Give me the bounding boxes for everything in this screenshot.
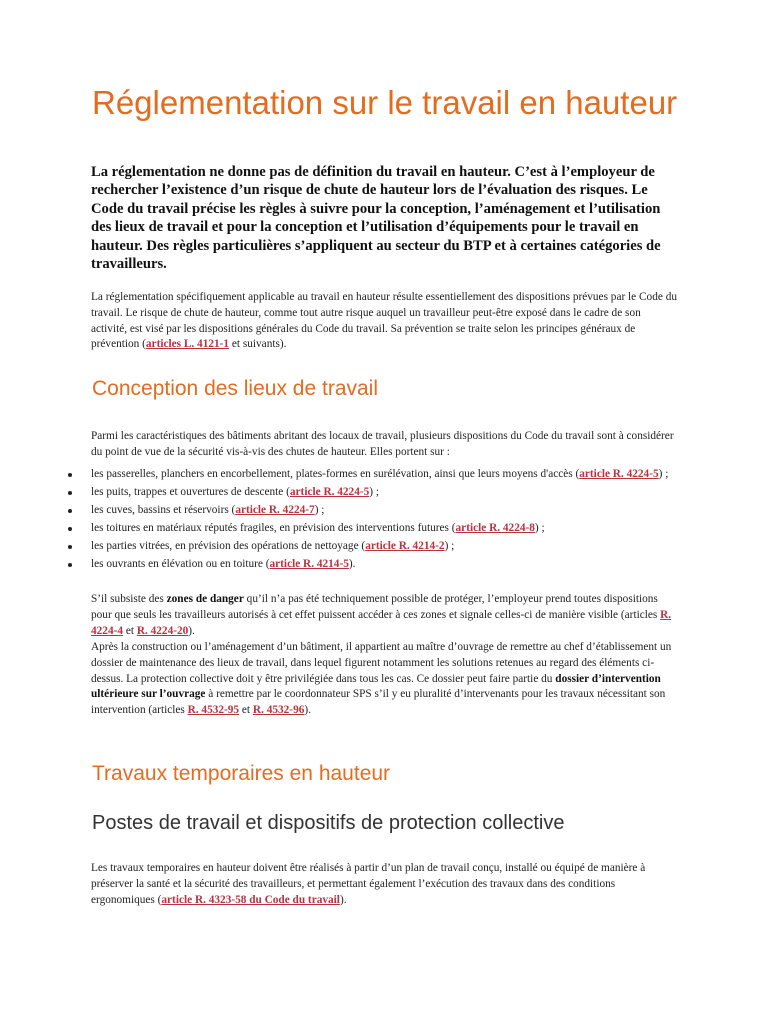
- list-item: les ouvrants en élévation ou en toiture (article R. 4214-5).: [68, 557, 680, 573]
- regulation-text: La réglementation spécifiquement applicable au travail en hauteur résulte essentiellement des dispositions prévues par le Code du travail. Le risque de chute de hauteur, comme tout autre risque auquel un travailleur peut-être exposé dans le cadre de son activité, est visé par les dispositions générales du Code du travail. Sa prévention se traite selon les principes généraux de prévention (: [91, 291, 677, 351]
- intro-paragraph: La réglementation ne donne pas de définition du travail en hauteur. C’est à l’employeur de rechercher l’existence d’un risque de chute de hauteur lors de l’évaluation des risques. Le Code du travail précise les règles à suivre pour la conception, l’aménagement et l’utilisation des lieux de travail et pour la conception et l’utilisation d’équipements pour le travail en hauteur. Des règles particulières s’appliquent au secteur du BTP et à certaines catégories de travailleurs.: [91, 164, 661, 273]
- travaux-temporaires-paragraph: Les travaux temporaires en hauteur doivent être réalisés à partir d’un plan de travail conçu, installé ou équipé de manière à préserver la santé et la sécurité des travailleurs, et permettant également l’exécution des travaux dans des conditions ergonomiques (article R. 4323-58 du Code du travail).: [91, 862, 646, 906]
- article-link[interactable]: article R. 4224-5: [579, 468, 659, 480]
- list-item: les cuves, bassins et réservoirs (article R. 4224-7) ;: [68, 503, 680, 519]
- bullet-icon: [68, 527, 72, 531]
- article-link-r4224-20[interactable]: R. 4224-20: [136, 624, 189, 637]
- section-heading-travaux-temporaires: Travaux temporaires en hauteur: [92, 762, 391, 785]
- article-link[interactable]: article R. 4214-2: [365, 540, 445, 553]
- subheading-postes-de-travail: Postes de travail et dispositifs de protection collective: [92, 812, 565, 834]
- dossier-emphasis: dossier d’intervention ultérieure sur l’ouvrage: [91, 672, 661, 701]
- list-item: les parties vitrées, en prévision des opérations de nettoyage (article R. 4214-2) ;: [68, 539, 680, 555]
- regulation-paragraph: [91, 290, 679, 353]
- list-item: les passerelles, planchers en encorbellement, plates-formes en surélévation, ainsi que leurs moyens d'accès (article R. 4224-5) ;: [68, 467, 680, 483]
- list-item: les puits, trappes et ouvertures de descente (article R. 4224-5) ;: [68, 485, 680, 501]
- section-heading-conception: Conception des lieux de travail: [92, 377, 379, 400]
- bullet-icon: [68, 491, 72, 495]
- article-link-r4323-58[interactable]: article R. 4323-58 du Code du travail: [161, 893, 340, 906]
- conception-bullet-list: [68, 467, 680, 576]
- bullet-icon: [68, 473, 72, 477]
- article-link[interactable]: article R. 4224-8: [455, 522, 535, 535]
- bullet-icon: [68, 545, 72, 549]
- page-title: Réglementation sur le travail en hauteur: [92, 84, 678, 121]
- maintenance-paragraph: Après la construction ou l’aménagement d’un bâtiment, il appartient au maître d’ouvrage de remettre au chef d’établissement un dossier de maintenance des lieux de travail, dans lequel figurent notamment les solutions retenues au regard des éléments ci-dessus. La protection collective doit y être privilégiée dans tous les cas. Ce dossier peut faire partie du dossier d’intervention ultérieure sur l’ouvrage à remettre par le coordonnateur SPS s’il y eu pluralité d’intervenants pour les travaux nécessitant son intervention (articles R. 4532-95 et R. 4532-96).: [91, 641, 672, 717]
- bullet-icon: [68, 509, 72, 513]
- list-item: les toitures en matériaux réputés fragiles, en prévision des interventions futures (article R. 4224-8) ;: [68, 521, 680, 537]
- article-link[interactable]: article R. 4214-5: [269, 558, 349, 571]
- conception-lead-paragraph: Parmi les caractéristiques des bâtiments abritant des locaux de travail, plusieurs dispositions du Code du travail sont à considérer du point de vue de la sécurité vis-à-vis des chutes de hauteur. Elles portent sur :: [91, 430, 674, 458]
- article-link-l4121-1[interactable]: articles L. 4121-1: [145, 338, 230, 351]
- article-link-r4532-95[interactable]: R. 4532-95: [187, 704, 240, 717]
- bullet-icon: [68, 563, 72, 567]
- article-link-r4532-96[interactable]: R. 4532-96: [252, 704, 305, 717]
- article-link[interactable]: article R. 4224-7: [235, 504, 315, 517]
- regulation-text-end: et suivants).: [229, 338, 287, 351]
- article-link-r4224-4[interactable]: R. 4224-4: [91, 608, 672, 637]
- danger-zones-paragraph: S’il subsiste des zones de danger qu’il n’a pas été techniquement possible de protéger, l’employeur prend toutes dispositions pour que seuls les travailleurs autorisés à cet effet puissent accéder à ces zones et signale celles-ci de manière visible (articles R. 4224-4 et R. 4224-20).: [91, 593, 672, 637]
- article-link[interactable]: article R. 4224-5: [289, 486, 370, 499]
- zones-de-danger-emphasis: zones de danger: [166, 593, 244, 605]
